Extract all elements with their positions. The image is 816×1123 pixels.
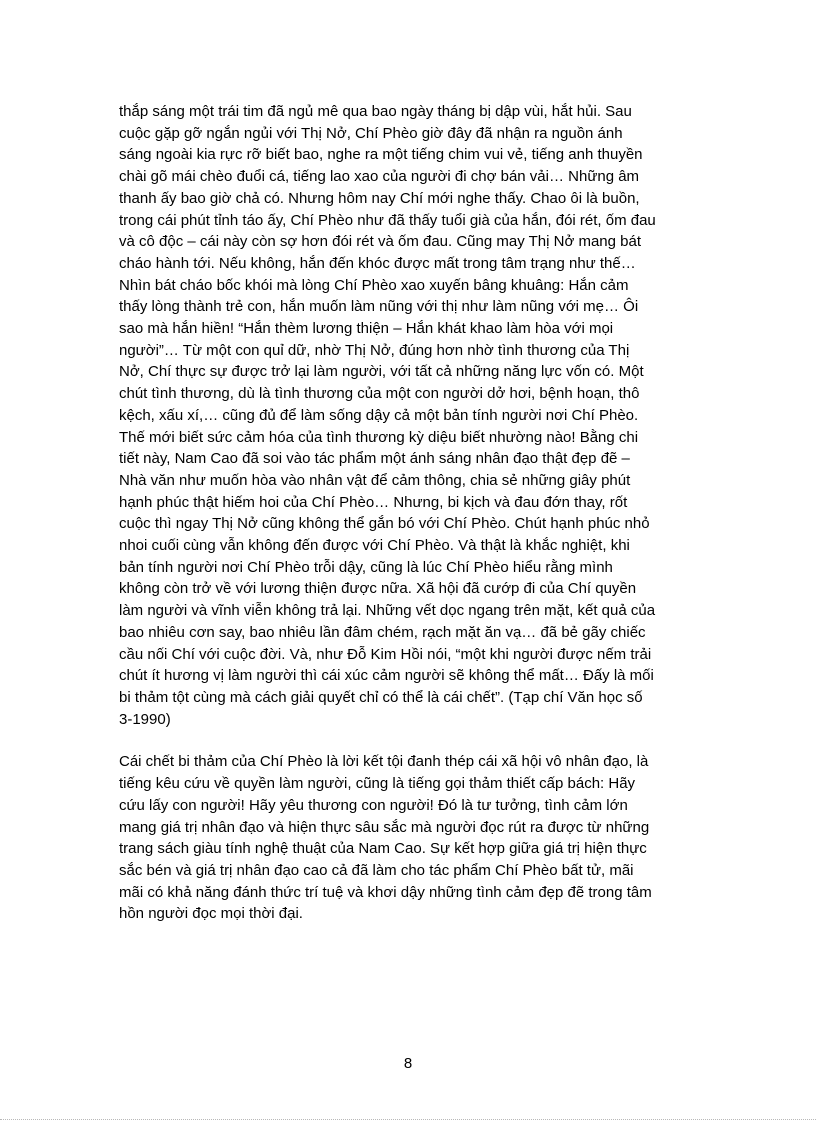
text-line: mãi có khả năng đánh thức trí tuệ và khơi dậy những tình cảm đẹp đẽ trong tâm [119,883,652,901]
text-line: sáng ngoài kia rực rỡ biết bao, nghe ra một tiếng chim vui vẻ, tiếng anh thuyền [119,146,643,164]
text-line: người”… Từ một con quỉ dữ, nhờ Thị Nở, đúng hơn nhờ tình thương của Thị [119,341,630,359]
text-line: Cái chết bi thảm của Chí Phèo là lời kết tội đanh thép cái xã hội vô nhân đạo, là [119,753,649,771]
text-line: thấy lòng thành trẻ con, hắn muốn làm nũng với thị như làm nũng với mẹ… Ôi [119,298,639,316]
text-line: sắc bén và giá trị nhân đạo cao cả đã làm cho tác phẩm Chí Phèo bất tử, mãi [119,861,634,879]
paragraph-1 [119,101,709,730]
text-line: kệch, xấu xí,… cũng đủ để làm sống dậy cả một bản tính người nơi Chí Phèo. [119,406,639,424]
text-line: hạnh phúc thật hiếm hoi của Chí Phèo… Nhưng, bi kịch và đau đớn thay, rốt [119,493,628,511]
text-line: bản tính người nơi Chí Phèo trỗi dậy, cũng là lúc Chí Phèo hiểu rằng mình [119,558,613,576]
text-line: cháo hành tới. Nếu không, hắn đến khóc được mất trong tâm trạng như thế… [119,254,636,272]
text-line: Nở, Chí thực sự được trở lại làm người, với tất cả những năng lực vốn có. Một [119,363,644,381]
text-line: bao nhiêu cơn say, bao nhiêu lần đâm chém, rạch mặt ăn vạ… đã bẻ gãy chiếc [119,623,646,641]
text-line: thắp sáng một trái tim đã ngủ mê qua bao ngày tháng bị dập vùi, hắt hủi. Sau [119,103,632,120]
text-line: trong cái phút tỉnh táo ấy, Chí Phèo như đã thấy tuổi già của hắn, đói rét, ốm đau [119,211,656,229]
text-line: cuộc gặp gỡ ngắn ngủi với Thị Nở, Chí Phèo giờ đây đã nhận ra nguồn ánh [119,124,623,142]
text-line: tiếng kêu cứu về quyền làm người, cũng là tiếng gọi thảm thiết cấp bách: Hãy [119,775,636,793]
text-line: làm người và vĩnh viễn không trả lại. Những vết dọc ngang trên mặt, kết quả của [119,602,656,620]
page-number: 8 [403,1055,413,1072]
text-line: cuộc thì ngay Thị Nở cũng không thể gắn bó với Chí Phèo. Chút hạnh phúc nhỏ [119,515,650,533]
text-line: thanh ấy bao giờ chả có. Nhưng hôm nay Chí mới nghe thấy. Chao ôi là buồn, [119,189,640,207]
text-line: trang sách giàu tính nghệ thuật của Nam Cao. Sự kết hợp giữa giá trị hiện thực [119,840,647,858]
text-line: Nhà văn như muốn hòa vào nhân vật để cảm thông, chia sẻ những giây phút [119,471,631,489]
text-line: Nhìn bát cháo bốc khói mà lòng Chí Phèo xao xuyến bâng khuâng: Hắn cảm [119,276,629,294]
text-line: chút ít hương vị làm người thì cái xúc cảm người sẽ không thể mất… Đấy là mối [119,667,654,685]
paragraph-2 [119,751,709,925]
text-line: và cô độc – cái này còn sợ hơn đói rét và ốm đau. Cũng may Thị Nở mang bát [119,233,641,251]
body-text [119,101,709,925]
text-line: bi thảm tột cùng mà cách giải quyết chỉ có thể là cái chết”. (Tạp chí Văn học số [119,688,643,706]
text-line: 3-1990) [119,710,171,728]
page-bottom-divider [0,1119,816,1120]
text-line: tiết này, Nam Cao đã soi vào tác phẩm một ánh sáng nhân đạo thật đẹp đẽ – [119,450,630,468]
text-line: hồn người đọc mọi thời đại. [119,905,303,923]
text-line: Thế mới biết sức cảm hóa của tình thương kỳ diệu biết nhường nào! Bằng chi [119,428,639,446]
text-line: sao mà hắn hiền! “Hắn thèm lương thiện – Hắn khát khao làm hòa với mọi [119,320,614,338]
text-line: không còn trở về với lương thiện được nữa. Xã hội đã cướp đi của Chí quyền [119,580,637,598]
text-line: cứu lấy con người! Hãy yêu thương con người! Đó là tư tưởng, tình cảm lớn [119,796,628,814]
text-line: nhoi cuối cùng vẫn không đến được với Chí Phèo. Và thật là khắc nghiệt, khi [119,537,630,555]
text-line: chài gõ mái chèo đuổi cá, tiếng lao xao của người đi chợ bán vải… Những âm [119,168,640,186]
text-line: cầu nối Chí với cuộc đời. Và, như Đỗ Kim Hồi nói, “một khi người được nếm trải [119,645,652,663]
text-line: chút tình thương, dù là tình thương của một con người dở hơi, bệnh hoạn, thô [119,385,640,403]
text-line: mang giá trị nhân đạo và hiện thực sâu sắc mà người đọc rút ra được từ những [119,818,650,836]
